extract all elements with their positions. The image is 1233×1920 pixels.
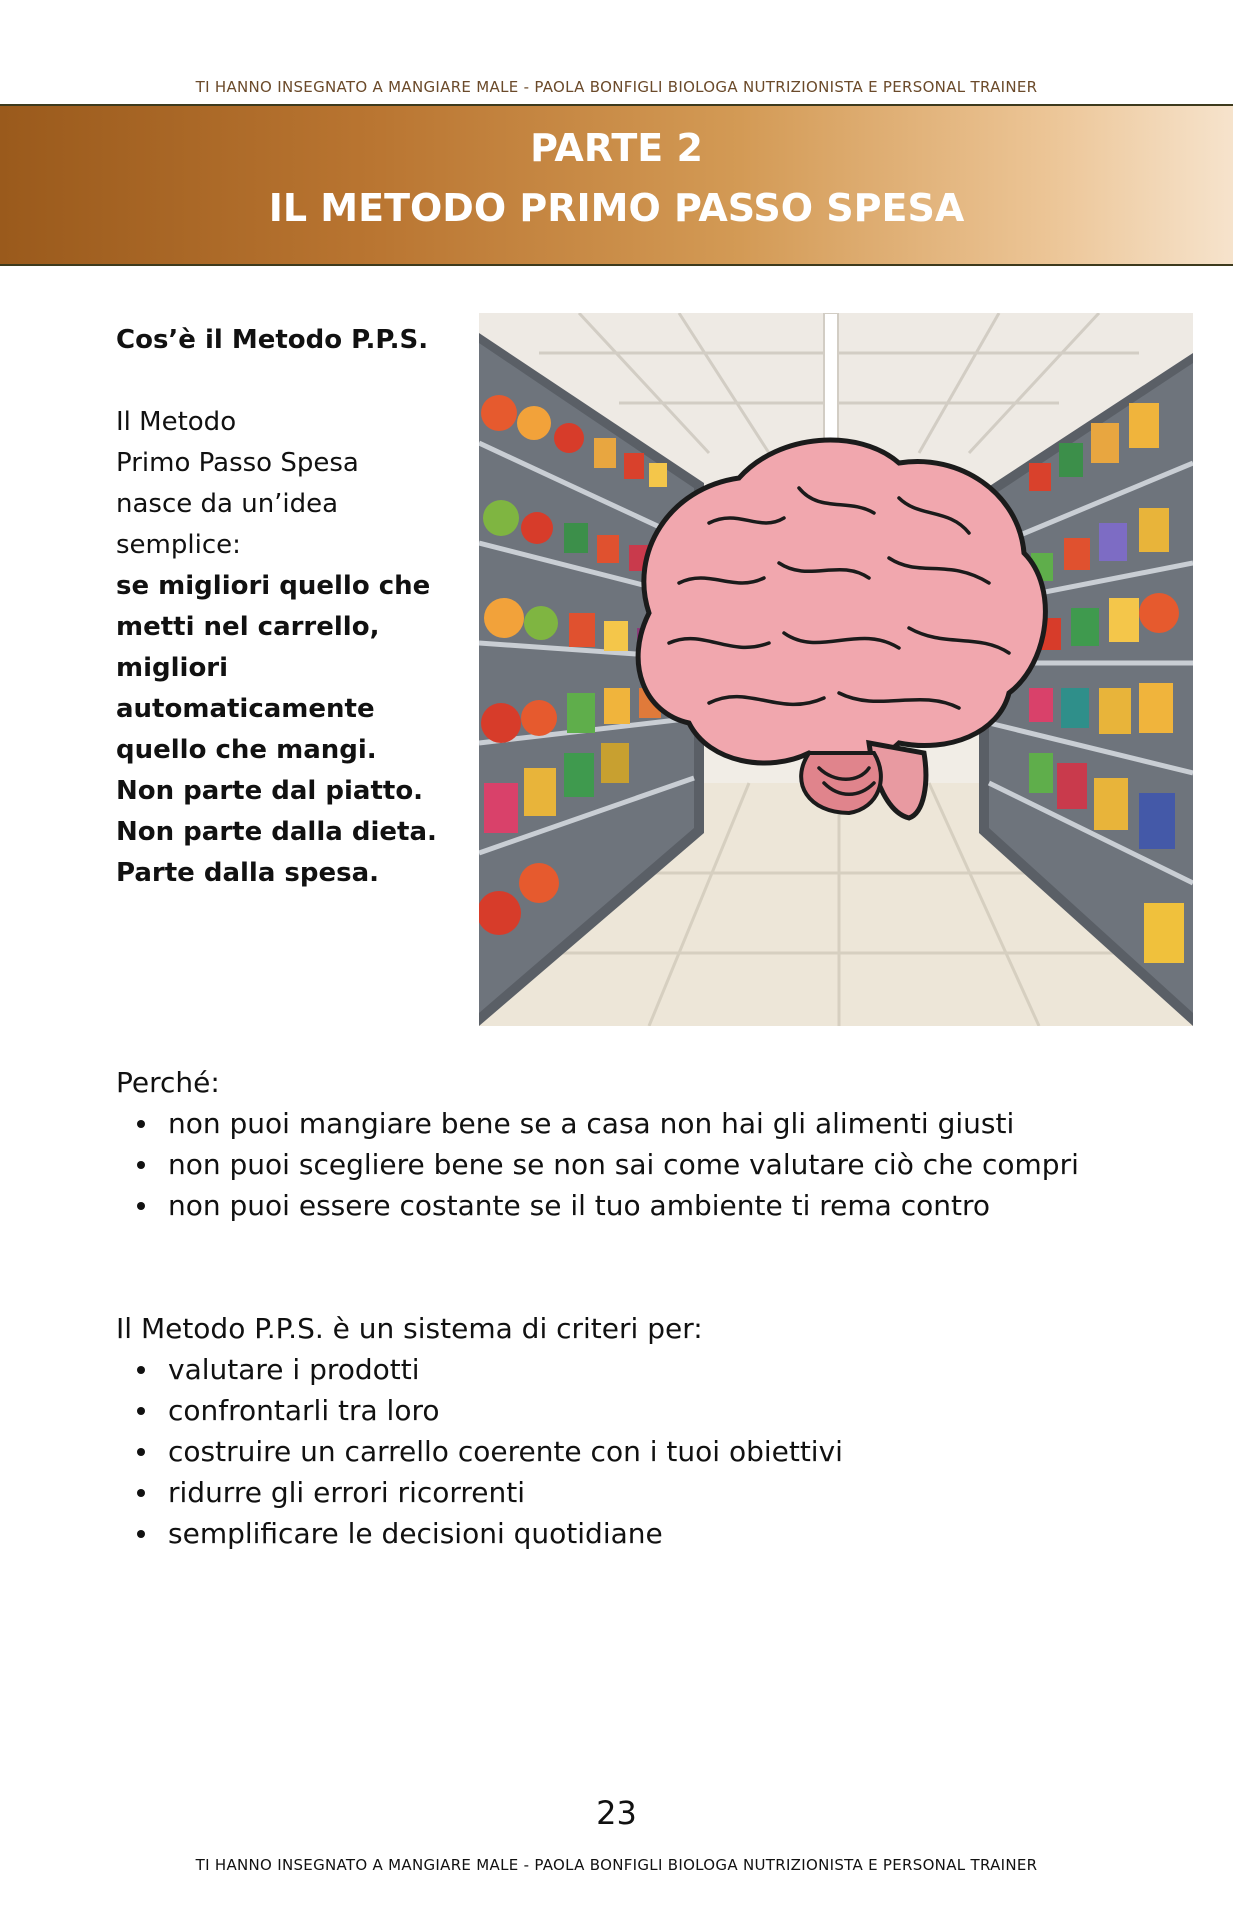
chapter-banner [0,104,1233,266]
list-item [116,1431,1196,1472]
intro-plain-text [116,402,468,566]
intro-bold-line: migliori [116,653,229,683]
intro-line: nasce da un’idea [116,489,339,519]
why-lead: Perché: [116,1066,220,1099]
bullet-icon [137,1407,145,1415]
running-header: TI HANNO INSEGNATO A MANGIARE MALE - PAOLA BONFIGLI BIOLOGA NUTRIZIONISTA E PERSONAL TRAINER [195,78,1038,96]
intro-bold-line: Non parte dal piatto. [116,776,424,806]
system-lead: Il Metodo P.P.S. è un sistema di criteri per: [116,1312,703,1345]
brain-in-supermarket-aisle-illustration [479,313,1193,1026]
list-item [116,1103,1196,1144]
list-item [116,1349,1196,1390]
list-item-text: costruire un carrello coerente con i tuoi obiettivi [168,1435,843,1468]
list-item [116,1513,1196,1554]
chapter-title: IL METODO PRIMO PASSO SPESA [268,186,965,230]
intro-line: Primo Passo Spesa [116,448,359,478]
list-item [116,1144,1196,1185]
list-item-text: non puoi mangiare bene se a casa non hai gli alimenti giusti [168,1107,1015,1140]
intro-bold-line: automaticamente [116,694,375,724]
list-item-text: ridurre gli errori ricorrenti [168,1476,526,1509]
bullet-icon [137,1530,145,1538]
list-item-text: valutare i prodotti [168,1353,420,1386]
intro-bold-line: metti nel carrello, [116,612,380,642]
intro-bold-line: quello che mangi. [116,735,377,765]
bullet-icon [137,1120,145,1128]
intro-text [116,320,468,894]
intro-line: semplice: [116,530,241,560]
intro-heading: Cos’è il Metodo P.P.S. [116,325,429,355]
system-section [116,1308,1196,1554]
bullet-icon [137,1366,145,1374]
chapter-part-title: PARTE 2 [530,126,703,170]
bullet-icon [137,1202,145,1210]
why-section [116,1062,1196,1226]
bullet-icon [137,1161,145,1169]
intro-bold-text [116,566,468,894]
intro-bold-line: se migliori quello che [116,571,431,601]
running-footer: TI HANNO INSEGNATO A MANGIARE MALE - PAOLA BONFIGLI BIOLOGA NUTRIZIONISTA E PERSONAL TRAINER [195,1856,1038,1874]
page-number: 23 [596,1794,637,1832]
bullet-icon [137,1489,145,1497]
list-item-text: non puoi essere costante se il tuo ambiente ti rema contro [168,1189,990,1222]
system-list [116,1349,1196,1554]
list-item-text: confrontarli tra loro [168,1394,440,1427]
intro-bold-line: Non parte dalla dieta. [116,817,437,847]
list-item [116,1390,1196,1431]
list-item [116,1472,1196,1513]
intro-bold-line: Parte dalla spesa. [116,858,380,888]
why-list [116,1103,1196,1226]
intro-line: Il Metodo [116,407,237,437]
list-item-text: non puoi scegliere bene se non sai come valutare ciò che compri [168,1148,1079,1181]
list-item-text: semplificare le decisioni quotidiane [168,1517,663,1550]
bullet-icon [137,1448,145,1456]
list-item [116,1185,1196,1226]
